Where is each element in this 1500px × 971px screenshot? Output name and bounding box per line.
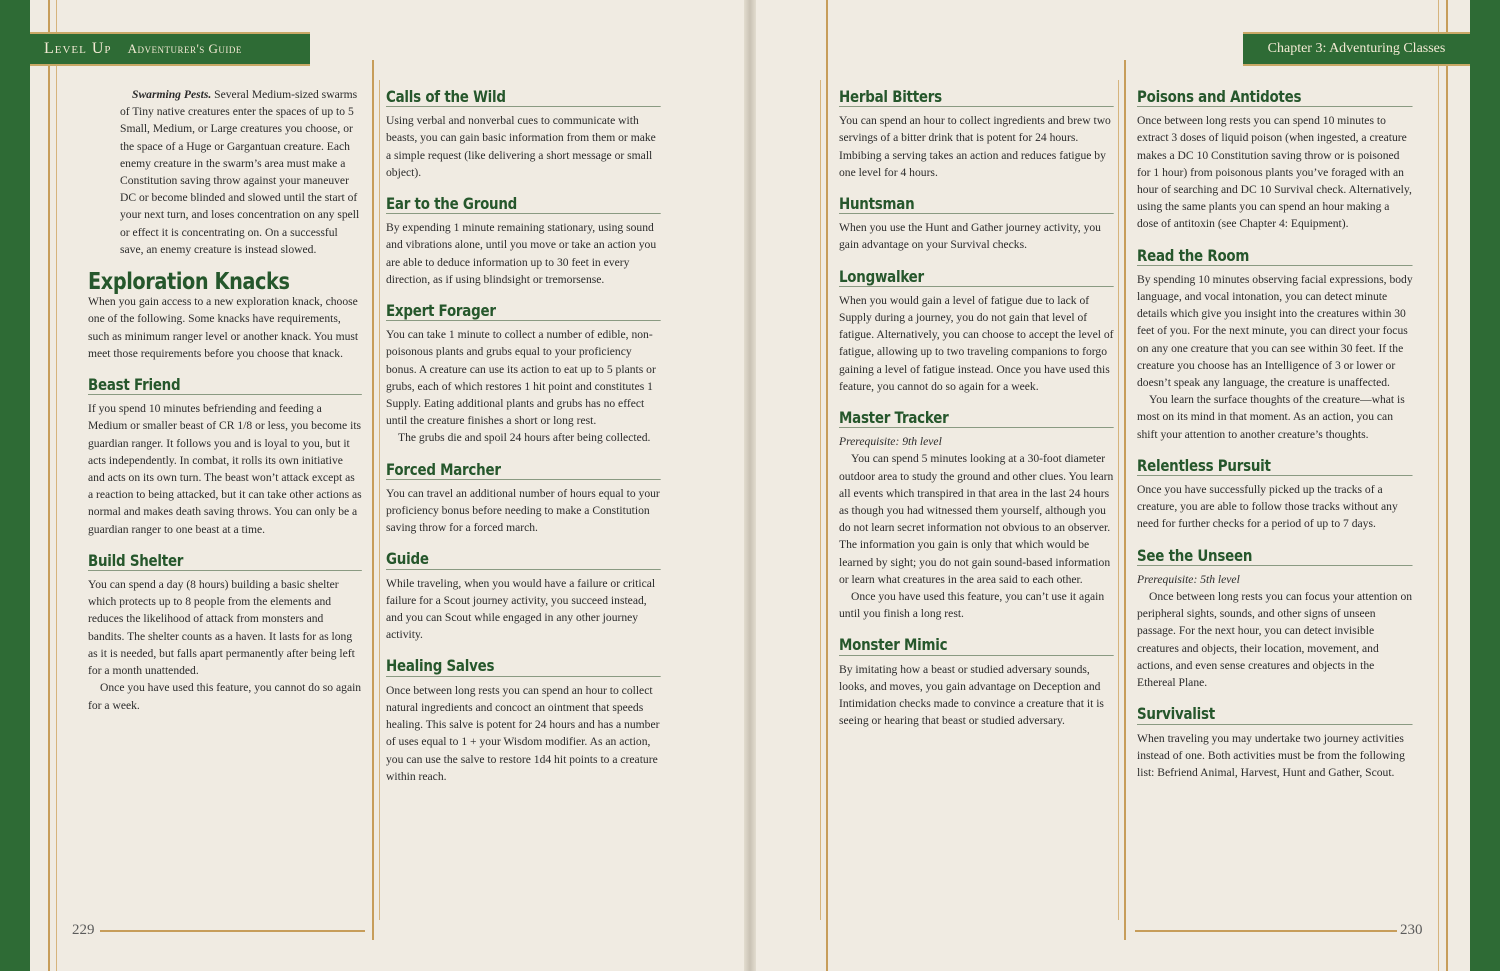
huntsman-text: When you use the Hunt and Gather journey activity, you gain advantage on your Survival checks. [839,221,1101,252]
right-column-divider-inner [820,80,821,920]
level-up-logo: Level Up [44,40,112,57]
right-page-column-2 [1137,88,1413,781]
heading-build-shelter: Build Shelter [88,552,362,571]
heading-survivalist: Survivalist [1137,705,1413,724]
master-tracker-prerequisite: Prerequisite: 9th level [839,435,942,449]
page-number-right: 230 [1400,922,1423,938]
left-border-ornament-inner [56,0,57,971]
left-page-column-2 [386,88,661,785]
header-banner-right [1243,32,1470,66]
build-shelter-text: You can spend a day (8 hours) building a basic shelter which protects up to 8 people from the elements and reduces the likelihood of attack from monsters and bandits. The shelter counts as a haven. It lasts for as long as it is needed, but falls apart permanently after being left for a month unattended. [88,578,355,678]
right-column-divider [826,0,828,971]
longwalker-text: When you would gain a level of fatigue due to lack of Supply during a journey, you do not gain that level of fatigue. Alternatively, you can choose to accept the level of fatigue, allowing up to two traveling companions to forgo gaining a level of fatigue instead. Once you have used this feature, you cannot do so again for a week. [839,293,1114,393]
monster-mimic-text: By imitating how a beast or studied adversary sounds, looks, and moves, you gain advantage on Deception and Intimidation checks made to convince a creature that it is seeing or hearing that beast or studied adversary. [839,662,1104,728]
right-mid-divider [1124,60,1126,940]
healing-salves-text: Once between long rests you can spend an hour to collect natural ingredients and concoct an ointment that speeds healing. This salve is potent for 24 hours and has a number of uses equal to 1 + your Wisdom modifier. As an action, you can use the salve to restore 1d4 hit points to a creature within reach. [386,683,660,783]
page-number-left: 229 [72,922,95,938]
expert-forager-text-2: The grubs die and spoil 24 hours after being collected. [398,431,651,445]
right-border-ornament-inner [1438,0,1439,971]
expert-forager-text: You can take 1 minute to collect a number of edible, non-poisonous plants and grubs equal to your proficiency bonus. A creature can use its action to eat up to 5 plants or grubs, each of which restores 1 hit point and constitutes 1 Supply. Eating additional plants and grubs has no effect until the creature finishes a short or long rest. [386,328,656,428]
calls-of-the-wild-text: Using verbal and nonverbal cues to communicate with beasts, you can gain basic information from them or make a simple request (like delivering a short message or small object). [386,114,656,179]
footer-ornament-left [100,930,365,932]
heading-herbal-bitters: Herbal Bitters [839,88,1114,107]
heading-read-the-room: Read the Room [1137,247,1413,266]
survivalist-text: When traveling you may undertake two journey activities instead of one. Both activities must be from the following list: Befriend Animal, Harvest, Hunt and Gather, Scout. [1137,731,1405,779]
read-the-room-text-2: You learn the surface thoughts of the creature—what is most on its mind in that moment. As an action, you can shift your attention to another creature’s thoughts. [1137,393,1405,441]
footer-ornament-right [1135,930,1397,932]
right-mid-divider-inner [1118,80,1119,920]
see-the-unseen-text: Once between long rests you can focus your attention on peripheral sights, sounds, and other signs of unseen passage. For the next hour, you can detect invisible creatures and objects, their location, movement, and actions, and even sense creatures and objects in the Ethereal Plane. [1137,590,1413,690]
master-tracker-text: You can spend 5 minutes looking at a 30-foot diameter outdoor area to study the ground and other clues. You learn all events which transpired in that area in the last 24 hours as though you had witnessed them yourself, although you do not learn secret information not obvious to an observer. The information you gain is only that which would be learned by sight; you do not gain sound-based information or learn what creatures in the area said to each other. [839,452,1114,586]
header-banner-left [30,32,310,66]
heading-huntsman: Huntsman [839,195,1114,214]
master-tracker-text-2: Once you have used this feature, you can’t use it again until you finish a long rest. [839,590,1105,621]
left-page-column-1 [88,86,362,714]
left-column-divider-inner [379,80,380,920]
right-page-column-1 [839,88,1114,730]
guide-text: While traveling, when you would have a failure or critical failure for a Scout journey activity, you succeed instead, and you can Scout while engaged in any other journey activity. [386,576,656,642]
right-border-ornament [1446,0,1448,971]
left-column-divider [372,60,374,940]
section-title-exploration-knacks: Exploration Knacks [88,269,290,296]
heading-master-tracker: Master Tracker [839,409,1114,428]
heading-beast-friend: Beast Friend [88,376,362,395]
chapter-title: Chapter 3: Adventuring Classes [1267,41,1446,56]
relentless-pursuit-text: Once you have successfully picked up the tracks of a creature, you are able to follow those tracks without any need for further checks for a period of up to 7 days. [1137,483,1398,531]
heading-expert-forager: Expert Forager [386,302,661,321]
heading-guide: Guide [386,550,661,569]
left-border-ornament [48,0,50,971]
swarming-pests-block [88,86,362,258]
swarming-pests-text: Several Medium-sized swarms of Tiny native creatures enter the spaces of up to 5 Small, Medium, or Large creatures you choose, or the space of a Huge or Gargantuan creature. Each enemy creature in the swarm’s area must make a Constitution saving throw against your maneuver DC or become blinded and slowed until the start of your next turn, and loses concentration on any spell or effect it is concentrating on. On a successful save, an enemy creature is instead slowed. [120,88,360,256]
beast-friend-text: If you spend 10 minutes befriending and feeding a Medium or smaller beast of CR 1/8 or less, you become its guardian ranger. It follows you and is loyal to you, but it acts independently. In combat, it rolls its own initiative and acts on its own turn. The beast won’t attack except as a reaction to being attacked, but it can take other actions as normal and makes death saving throws. You can only be a guardian ranger to one beast at a time. [88,402,362,536]
heading-ear-to-the-ground: Ear to the Ground [386,195,661,214]
heading-see-the-unseen: See the Unseen [1137,547,1413,566]
build-shelter-text-2: Once you have used this feature, you cannot do so again for a week. [88,681,362,712]
ear-to-the-ground-text: By expending 1 minute remaining stationary, using sound and vibrations alone, until you move or take an action you are able to deduce information up to 30 feet in every direction, as if using blindsight or tremorsense. [386,221,657,286]
heading-monster-mimic: Monster Mimic [839,636,1114,655]
poisons-and-antidotes-text: Once between long rests you can spend 10 minutes to extract 3 doses of liquid poison (when ingested, a creature makes a DC 10 Constitution saving throw or is poisoned for 1 hour) from poisonous plants you’ve foraged with an hour of searching and DC 10 Survival check. Alternatively, using the same plants you can spend an hour making a dose of antitoxin (see Chapter 4: Equipment). [1137,114,1412,231]
exploration-knacks-intro: When you gain access to a new exploration knack, choose one of the following. Some knacks have requirements, such as minimum ranger level or another knack. You must meet those requirements before you choose that knack. [88,295,359,360]
swarming-pests-lead: Swarming Pests. [132,88,212,101]
heading-relentless-pursuit: Relentless Pursuit [1137,457,1413,476]
swarming-pests-paragraph [120,86,362,258]
heading-calls-of-the-wild: Calls of the Wild [386,88,661,107]
book-spine [744,0,756,971]
heading-longwalker: Longwalker [839,268,1114,287]
heading-poisons-and-antidotes: Poisons and Antidotes [1137,88,1413,107]
heading-forced-marcher: Forced Marcher [386,461,661,480]
read-the-room-text: By spending 10 minutes observing facial expressions, body language, and vocal intonation, you can detect minute details which give you insight into the creatures within 30 feet of you. For the next minute, you can direct your focus on any one creature that you can see within 30 feet. If the creature you choose has an Intelligence of 3 or lower or doesn’t speak any language, the creature is unaffected. [1137,272,1413,390]
heading-healing-salves: Healing Salves [386,657,661,676]
see-the-unseen-prerequisite: Prerequisite: 5th level [1137,572,1240,586]
forced-marcher-text: You can travel an additional number of hours equal to your proficiency bonus before needing to make a Constitution saving throw for a forced march. [386,486,660,535]
book-title: Adventurer's Guide [127,41,242,56]
herbal-bitters-text: You can spend an hour to collect ingredients and brew two servings of a bitter drink that is potent for 24 hours. Imbibing a serving takes an action and reduces fatigue by one level for 4 hours. [839,114,1111,179]
